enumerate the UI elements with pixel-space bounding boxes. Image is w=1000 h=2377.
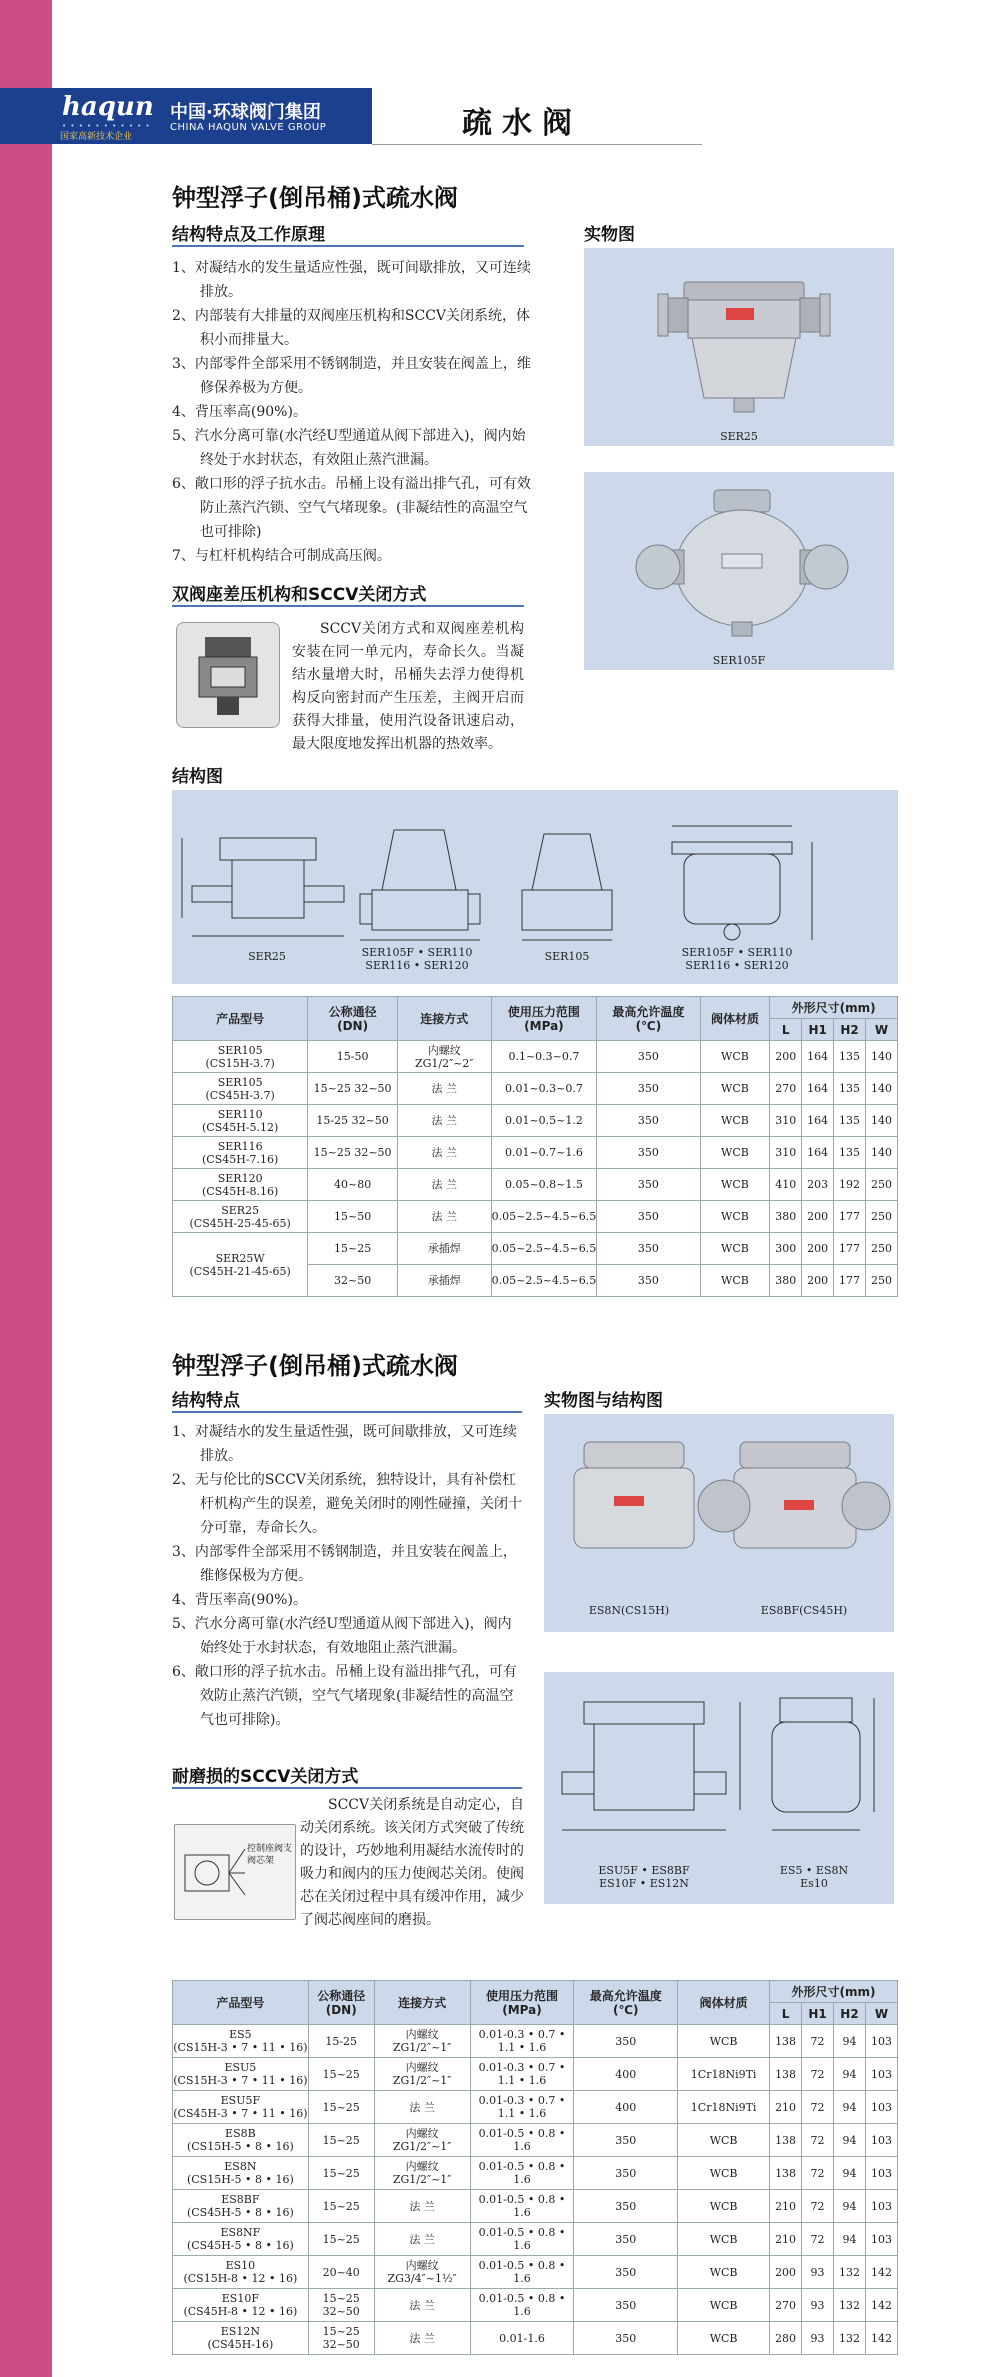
feature-item: 2、无与伦比的SCCV关闭系统，独特设计，具有补偿杠杆机构产生的误差，避免关闭时的刚性碰撞，关闭十分可靠，寿命长久。: [172, 1472, 522, 1536]
table-cell: WCB: [678, 2190, 770, 2223]
table-cell: SER105 (CS15H-3.7): [173, 1041, 308, 1073]
table-cell: 250: [866, 1201, 898, 1233]
table-cell: 350: [597, 1041, 700, 1073]
header-rule: [372, 144, 702, 145]
table-cell: 72: [802, 2091, 834, 2124]
t1-header-model: 产品型号: [173, 997, 308, 1041]
section2-title: 钟型浮子(倒吊桶)式疏水阀: [172, 1352, 458, 1380]
table-cell: 72: [802, 2223, 834, 2256]
table-cell: 177: [834, 1233, 866, 1265]
table-cell: 350: [597, 1073, 700, 1105]
t2-header-pressure: 使用压力范围 (MPa): [470, 1981, 574, 2025]
brand-dots: • • • • • • • • • • •: [62, 122, 151, 130]
table-cell: 72: [802, 2058, 834, 2091]
table-cell: 164: [802, 1073, 834, 1105]
table-cell: 94: [834, 2091, 866, 2124]
t2-header-l: L: [770, 2003, 802, 2025]
t2-header-dn: 公称通径 (DN): [308, 1981, 374, 2025]
table-cell: 200: [802, 1265, 834, 1297]
table-row: [173, 1169, 898, 1201]
t2-header-dimensions: 外形尺寸(mm): [770, 1981, 898, 2003]
table-cell: WCB: [700, 1201, 770, 1233]
ser25-valve-illustration: [584, 248, 894, 428]
table-cell: 72: [802, 2190, 834, 2223]
table-cell: 15~25: [308, 2157, 374, 2190]
table-cell: 164: [802, 1105, 834, 1137]
table-cell: 0.01~0.7~1.6: [491, 1137, 597, 1169]
table-cell: 192: [834, 1169, 866, 1201]
t1-header-w: W: [866, 1019, 898, 1041]
table-cell: 法 兰: [397, 1169, 491, 1201]
table-cell: 177: [834, 1265, 866, 1297]
table-cell: WCB: [700, 1041, 770, 1073]
table-cell: WCB: [678, 2289, 770, 2322]
table-cell: WCB: [700, 1073, 770, 1105]
section2-structure-drawings: [544, 1672, 894, 1904]
table-cell: 200: [770, 2256, 802, 2289]
table-cell: 法 兰: [374, 2223, 470, 2256]
t2-header-w: W: [865, 2003, 897, 2025]
table-cell: 0.1~0.3~0.7: [491, 1041, 597, 1073]
table-cell: 270: [770, 1073, 802, 1105]
section2-wear-underline: [172, 1787, 522, 1789]
table-cell: 法 兰: [374, 2190, 470, 2223]
table-cell: 0.01-1.6: [470, 2322, 574, 2355]
feature-item: 4、背压率高(90%)。: [172, 1592, 307, 1608]
table-cell: 103: [865, 2157, 897, 2190]
table-row: [173, 1073, 898, 1105]
table-cell: 103: [865, 2091, 897, 2124]
drawing-es-caption-left: ESU5F • ES8BF ES10F • ES12N: [598, 1864, 690, 1890]
section1-features-heading: 结构特点及工作原理: [172, 225, 325, 245]
table-cell: 法 兰: [397, 1201, 491, 1233]
drawing-label-4: SER105F • SER110 SER116 • SER120: [681, 946, 793, 972]
table-cell: 93: [802, 2289, 834, 2322]
table-row: [173, 1201, 898, 1233]
table-cell: 164: [802, 1041, 834, 1073]
table-cell: 0.01-0.5 • 0.8 • 1.6: [470, 2223, 574, 2256]
section2-features-heading: 结构特点: [172, 1391, 240, 1411]
table-cell: 0.05~2.5~4.5~6.5: [491, 1265, 597, 1297]
table-row: [173, 1041, 898, 1073]
table-cell: ES10 (CS15H-8 • 12 • 16): [173, 2256, 309, 2289]
table-row: [173, 2058, 898, 2091]
t1-header-pressure: 使用压力范围 (MPa): [491, 997, 597, 1041]
table-cell: 94: [834, 2025, 866, 2058]
table-cell: 15-25: [308, 2025, 374, 2058]
table-cell: 103: [865, 2223, 897, 2256]
table-cell: ESU5F (CS45H-3 • 7 • 11 • 16): [173, 2091, 309, 2124]
section1-dual-text: SCCV关闭方式和双阀座差机构安装在同一单元内，寿命长久。当凝结水量增大时，吊桶失去浮力使得机构反向密封而产生压差，主阀开启而获得大排量，使用汽设备讯速启动，最大限度地发挥出机器的热效率。: [292, 621, 524, 752]
section1-drawing-heading: 结构图: [172, 767, 223, 787]
feature-item: 5、汽水分离可靠(水汽经U型通道从阀下部进入)，阀内始终处于水封状态，有效阻止蒸汽泄漏。: [172, 428, 526, 468]
table-cell: 15~25: [308, 2223, 374, 2256]
table-cell: 380: [770, 1201, 802, 1233]
table-cell: 内螺纹 ZG1/2″~1″: [374, 2124, 470, 2157]
table-cell: 15~25 32~50: [308, 2289, 374, 2322]
table-cell: 94: [834, 2223, 866, 2256]
table-cell: 350: [597, 1233, 700, 1265]
table-cell: 210: [770, 2091, 802, 2124]
table-cell: 135: [834, 1073, 866, 1105]
drawing-es-caption-right: ES5 • ES8N Es10: [779, 1864, 849, 1890]
t2-header-h1: H1: [802, 2003, 834, 2025]
table-cell: 法 兰: [397, 1105, 491, 1137]
ser105f-valve-illustration: [584, 472, 894, 652]
table-cell: 410: [770, 1169, 802, 1201]
t1-header-material: 阀体材质: [700, 997, 770, 1041]
photo-ser25: [584, 248, 894, 446]
table-cell: 40~80: [308, 1169, 398, 1201]
table-cell: 内螺纹 ZG1/2″~1″: [374, 2157, 470, 2190]
feature-item: 4、背压率高(90%)。: [172, 404, 307, 420]
table-cell: 0.01~0.5~1.2: [491, 1105, 597, 1137]
table-cell: 210: [770, 2190, 802, 2223]
feature-item: 3、内部零件全部采用不锈钢制造，并且安装在阀盖上，维修保养极为方便。: [172, 356, 531, 396]
table-cell: 350: [597, 1169, 700, 1201]
table-cell: 0.05~2.5~4.5~6.5: [491, 1201, 597, 1233]
table-cell: 350: [574, 2223, 678, 2256]
company-logo: [0, 88, 372, 144]
section2-spec-table: [172, 1980, 898, 2355]
table-cell: 140: [866, 1041, 898, 1073]
photo-ser105f-caption: SER105F: [712, 654, 766, 667]
table-row: [173, 2322, 898, 2355]
table-row: [173, 2190, 898, 2223]
table-cell: 法 兰: [397, 1073, 491, 1105]
table-cell: 132: [834, 2256, 866, 2289]
table-cell: 132: [834, 2322, 866, 2355]
table-cell: ES8NF (CS45H-5 • 8 • 16): [173, 2223, 309, 2256]
t2-header-material: 阀体材质: [678, 1981, 770, 2025]
table-cell: 0.01-0.5 • 0.8 • 1.6: [470, 2124, 574, 2157]
t2-header-temperature: 最高允许温度 (℃): [574, 1981, 678, 2025]
table-cell: 203: [802, 1169, 834, 1201]
table-cell: SER120 (CS45H-8.16): [173, 1169, 308, 1201]
table-cell: 140: [866, 1073, 898, 1105]
section2-photo-heading: 实物图与结构图: [544, 1391, 663, 1411]
table-cell: 法 兰: [397, 1137, 491, 1169]
table-cell: SER110 (CS45H-5.12): [173, 1105, 308, 1137]
table-cell: 210: [770, 2223, 802, 2256]
table-cell: 15~25 32~50: [308, 1073, 398, 1105]
sccv-sketch-label: 控制座阀支 阀芯架: [247, 1844, 293, 1866]
table-cell: 200: [802, 1233, 834, 1265]
table-cell: 350: [597, 1105, 700, 1137]
company-name-en: CHINA HAQUN VALVE GROUP: [170, 122, 327, 133]
t1-header-h2: H2: [834, 1019, 866, 1041]
table-cell: 350: [597, 1265, 700, 1297]
table-cell: 138: [770, 2058, 802, 2091]
section2-wear-text: SCCV关闭系统是自动定心，自动关闭系统。该关闭方式突破了传统的设计，巧妙地利用凝结水流传时的吸力和阀内的压力使阀芯关闭。使阀芯在关闭过程中具有缓冲作用，减少了阀芯阀座间的磨损。: [300, 1797, 524, 1928]
table-cell: 法 兰: [374, 2322, 470, 2355]
table-cell: 94: [834, 2058, 866, 2091]
section1-features-underline: [172, 245, 524, 247]
table-cell: 103: [865, 2124, 897, 2157]
table-cell: 140: [866, 1137, 898, 1169]
table-cell: 350: [574, 2157, 678, 2190]
table-cell: WCB: [678, 2025, 770, 2058]
feature-item: 2、内部装有大排量的双阀座压机构和SCCV关闭系统，体积小而排量大。: [172, 308, 531, 348]
feature-item: 1、对凝结水的发生量适应性强，既可间歇排放，又可连续排放。: [172, 260, 531, 300]
table-cell: WCB: [678, 2256, 770, 2289]
table-row: [173, 2025, 898, 2058]
table-cell: WCB: [678, 2124, 770, 2157]
table-cell: 93: [802, 2256, 834, 2289]
table-cell: 103: [865, 2025, 897, 2058]
section2-feature-list: [172, 1420, 524, 1732]
table-cell: 138: [770, 2124, 802, 2157]
table-row: [173, 1105, 898, 1137]
table-cell: 350: [574, 2289, 678, 2322]
t2-header-h2: H2: [834, 2003, 866, 2025]
table-cell: 350: [597, 1201, 700, 1233]
left-color-bar: [0, 0, 52, 2377]
table-cell: ESU5 (CS15H-3 • 7 • 11 • 16): [173, 2058, 309, 2091]
table-cell: 94: [834, 2124, 866, 2157]
table-cell: SER25 (CS45H-25-45-65): [173, 1201, 308, 1233]
table-cell: 32~50: [308, 1265, 398, 1297]
table-cell: 72: [802, 2124, 834, 2157]
photo-ser25-caption: SER25: [720, 430, 758, 443]
table-cell: 135: [834, 1041, 866, 1073]
t1-header-dimensions: 外形尺寸(mm): [770, 997, 898, 1019]
table-cell: WCB: [700, 1169, 770, 1201]
table-cell: 0.01-0.3 • 0.7 • 1.1 • 1.6: [470, 2025, 574, 2058]
es8-valves-illustration: [544, 1414, 894, 1594]
table-cell: 270: [770, 2289, 802, 2322]
photo-ser105f: [584, 472, 894, 670]
table-cell: 135: [834, 1137, 866, 1169]
drawing-label-1: SER25: [248, 950, 286, 963]
table-cell: 15~25: [308, 1233, 398, 1265]
table-cell: 94: [834, 2157, 866, 2190]
section2-wear-heading: 耐磨损的SCCV关闭方式: [172, 1767, 359, 1787]
table-cell: SER25W (CS45H-21-45-65): [173, 1233, 308, 1297]
t1-header-connection: 连接方式: [397, 997, 491, 1041]
brand-tagline: 国家高新技术企业: [60, 132, 133, 142]
table-cell: 0.05~0.8~1.5: [491, 1169, 597, 1201]
table-cell: 400: [574, 2091, 678, 2124]
table-cell: WCB: [700, 1137, 770, 1169]
table-cell: 15~25: [308, 2190, 374, 2223]
table-cell: WCB: [700, 1265, 770, 1297]
table-cell: 250: [866, 1169, 898, 1201]
table-cell: 15~25 32~50: [308, 1137, 398, 1169]
table-cell: 0.01-0.3 • 0.7 • 1.1 • 1.6: [470, 2058, 574, 2091]
table-cell: 177: [834, 1201, 866, 1233]
table-cell: 310: [770, 1105, 802, 1137]
table-cell: ES10F (CS45H-8 • 12 • 16): [173, 2289, 309, 2322]
dual-seat-mechanism-sketch: [176, 622, 280, 728]
table-cell: 350: [597, 1137, 700, 1169]
table-cell: 300: [770, 1233, 802, 1265]
table-cell: ES5 (CS15H-3 • 7 • 11 • 16): [173, 2025, 309, 2058]
table-cell: 142: [865, 2256, 897, 2289]
table-cell: 200: [770, 1041, 802, 1073]
table-cell: 72: [802, 2157, 834, 2190]
table-cell: 承插焊: [397, 1265, 491, 1297]
table-cell: 93: [802, 2322, 834, 2355]
table-row: [173, 2223, 898, 2256]
table-cell: WCB: [700, 1233, 770, 1265]
table-cell: 0.01~0.3~0.7: [491, 1073, 597, 1105]
table-cell: ES8N (CS15H-5 • 8 • 16): [173, 2157, 309, 2190]
table-cell: 350: [574, 2025, 678, 2058]
table-cell: 142: [865, 2289, 897, 2322]
table-cell: 内螺纹 ZG1/2″~1″: [374, 2058, 470, 2091]
drawing-label-3: SER105: [544, 950, 590, 963]
photo-es8bf-caption: ES8BF(CS45H): [760, 1604, 848, 1617]
table-cell: WCB: [678, 2157, 770, 2190]
section1-dual-underline: [172, 605, 524, 607]
table-cell: 内螺纹 ZG3/4″~1½″: [374, 2256, 470, 2289]
table-cell: 0.01-0.5 • 0.8 • 1.6: [470, 2157, 574, 2190]
table-cell: 200: [802, 1201, 834, 1233]
table-cell: 15~25: [308, 2091, 374, 2124]
table-cell: 15-50: [308, 1041, 398, 1073]
feature-item: 6、敞口形的浮子抗水击。吊桶上设有溢出排气孔，可有效防止蒸汽汽锁、空气气堵现象。(非凝结性的高温空气也可排除): [172, 476, 531, 540]
table-cell: 103: [865, 2190, 897, 2223]
table-cell: 0.01-0.5 • 0.8 • 1.6: [470, 2256, 574, 2289]
photo-es8-pair: [544, 1414, 894, 1632]
feature-item: 3、内部零件全部采用不锈钢制造，并且安装在阀盖上，维修保极为方便。: [172, 1544, 517, 1584]
table-cell: 164: [802, 1137, 834, 1169]
section1-feature-list: [172, 256, 538, 568]
section1-title: 钟型浮子(倒吊桶)式疏水阀: [172, 184, 458, 212]
feature-item: 7、与杠杆机构结合可制成高压阀。: [172, 548, 391, 564]
table-cell: 15~25 32~50: [308, 2322, 374, 2355]
table-cell: 15~25: [308, 2058, 374, 2091]
structure-drawing-panel: [172, 790, 898, 984]
table-row: [173, 1137, 898, 1169]
table-cell: 1Cr18Ni9Ti: [678, 2091, 770, 2124]
table-cell: 15-25 32~50: [308, 1105, 398, 1137]
table-cell: 250: [866, 1265, 898, 1297]
table-cell: WCB: [678, 2223, 770, 2256]
table-cell: 138: [770, 2157, 802, 2190]
feature-item: 6、敞口形的浮子抗水击。吊桶上设有溢出排气孔，可有效防止蒸汽汽锁，空气气堵现象(非凝结性的高温空气也可排除)。: [172, 1664, 517, 1728]
feature-item: 1、对凝结水的发生量适性强，既可间歇排放，又可连续排放。: [172, 1424, 517, 1464]
table-row: [173, 2091, 898, 2124]
company-name-cn: 中国·环球阀门集团: [170, 102, 321, 123]
table-cell: 250: [866, 1233, 898, 1265]
brand-wordmark: haqun: [62, 92, 154, 122]
table-cell: 15~50: [308, 1201, 398, 1233]
table-cell: 承插焊: [397, 1233, 491, 1265]
table-cell: 20~40: [308, 2256, 374, 2289]
table-cell: 140: [866, 1105, 898, 1137]
t2-header-connection: 连接方式: [374, 1981, 470, 2025]
table-cell: 0.01-0.3 • 0.7 • 1.1 • 1.6: [470, 2091, 574, 2124]
table-cell: WCB: [700, 1105, 770, 1137]
t1-header-h1: H1: [802, 1019, 834, 1041]
sccv-closure-sketch: [174, 1824, 296, 1920]
table-cell: 1Cr18Ni9Ti: [678, 2058, 770, 2091]
table-cell: 法 兰: [374, 2091, 470, 2124]
table-cell: ES8BF (CS45H-5 • 8 • 16): [173, 2190, 309, 2223]
table-cell: 0.05~2.5~4.5~6.5: [491, 1233, 597, 1265]
t2-header-model: 产品型号: [173, 1981, 309, 2025]
table-cell: 内螺纹 ZG1/2″~2″: [397, 1041, 491, 1073]
table-cell: 94: [834, 2190, 866, 2223]
table-cell: 142: [865, 2322, 897, 2355]
table-cell: 0.01-0.5 • 0.8 • 1.6: [470, 2190, 574, 2223]
table-cell: 0.01-0.5 • 0.8 • 1.6: [470, 2289, 574, 2322]
es-structure-illustration: [544, 1672, 894, 1858]
photo-es8n-caption: ES8N(CS15H): [588, 1604, 670, 1617]
table-cell: 132: [834, 2289, 866, 2322]
section1-photo-heading: 实物图: [584, 225, 635, 245]
t1-header-temperature: 最高允许温度 (℃): [597, 997, 700, 1041]
table-cell: 350: [574, 2322, 678, 2355]
table-cell: 310: [770, 1137, 802, 1169]
table-cell: 135: [834, 1105, 866, 1137]
table-cell: SER105 (CS45H-3.7): [173, 1073, 308, 1105]
section1-spec-table: [172, 996, 898, 1297]
table-cell: 280: [770, 2322, 802, 2355]
table-row: [173, 2157, 898, 2190]
table-cell: SER116 (CS45H-7.16): [173, 1137, 308, 1169]
table-cell: 350: [574, 2190, 678, 2223]
table-row: [173, 2124, 898, 2157]
table-row: [173, 2289, 898, 2322]
table-cell: ES8B (CS15H-5 • 8 • 16): [173, 2124, 309, 2157]
table-cell: 72: [802, 2025, 834, 2058]
section1-dual-heading: 双阀座差压机构和SCCV关闭方式: [172, 585, 427, 605]
table-cell: 138: [770, 2025, 802, 2058]
t1-body: [173, 1041, 898, 1297]
t2-body: [173, 2025, 898, 2355]
table-cell: ES12N (CS45H-16): [173, 2322, 309, 2355]
feature-item: 5、汽水分离可靠(水汽经U型通道从阀下部进入)，阀内始终处于水封状态，有效地阻止蒸汽泄漏。: [172, 1616, 512, 1656]
t1-header-dn: 公称通径 (DN): [308, 997, 398, 1041]
table-cell: 内螺纹 ZG1/2″~1″: [374, 2025, 470, 2058]
table-row: [173, 2256, 898, 2289]
page-title: 疏水阀: [462, 106, 582, 141]
table-cell: WCB: [678, 2322, 770, 2355]
table-row: [173, 1233, 898, 1265]
t1-header-l: L: [770, 1019, 802, 1041]
table-cell: 15~25: [308, 2124, 374, 2157]
table-cell: 400: [574, 2058, 678, 2091]
table-cell: 103: [865, 2058, 897, 2091]
drawing-label-2: SER105F • SER110 SER116 • SER120: [361, 946, 473, 972]
table-cell: 380: [770, 1265, 802, 1297]
table-cell: 法 兰: [374, 2289, 470, 2322]
section2-features-underline: [172, 1411, 522, 1413]
table-cell: 350: [574, 2256, 678, 2289]
table-cell: 350: [574, 2124, 678, 2157]
